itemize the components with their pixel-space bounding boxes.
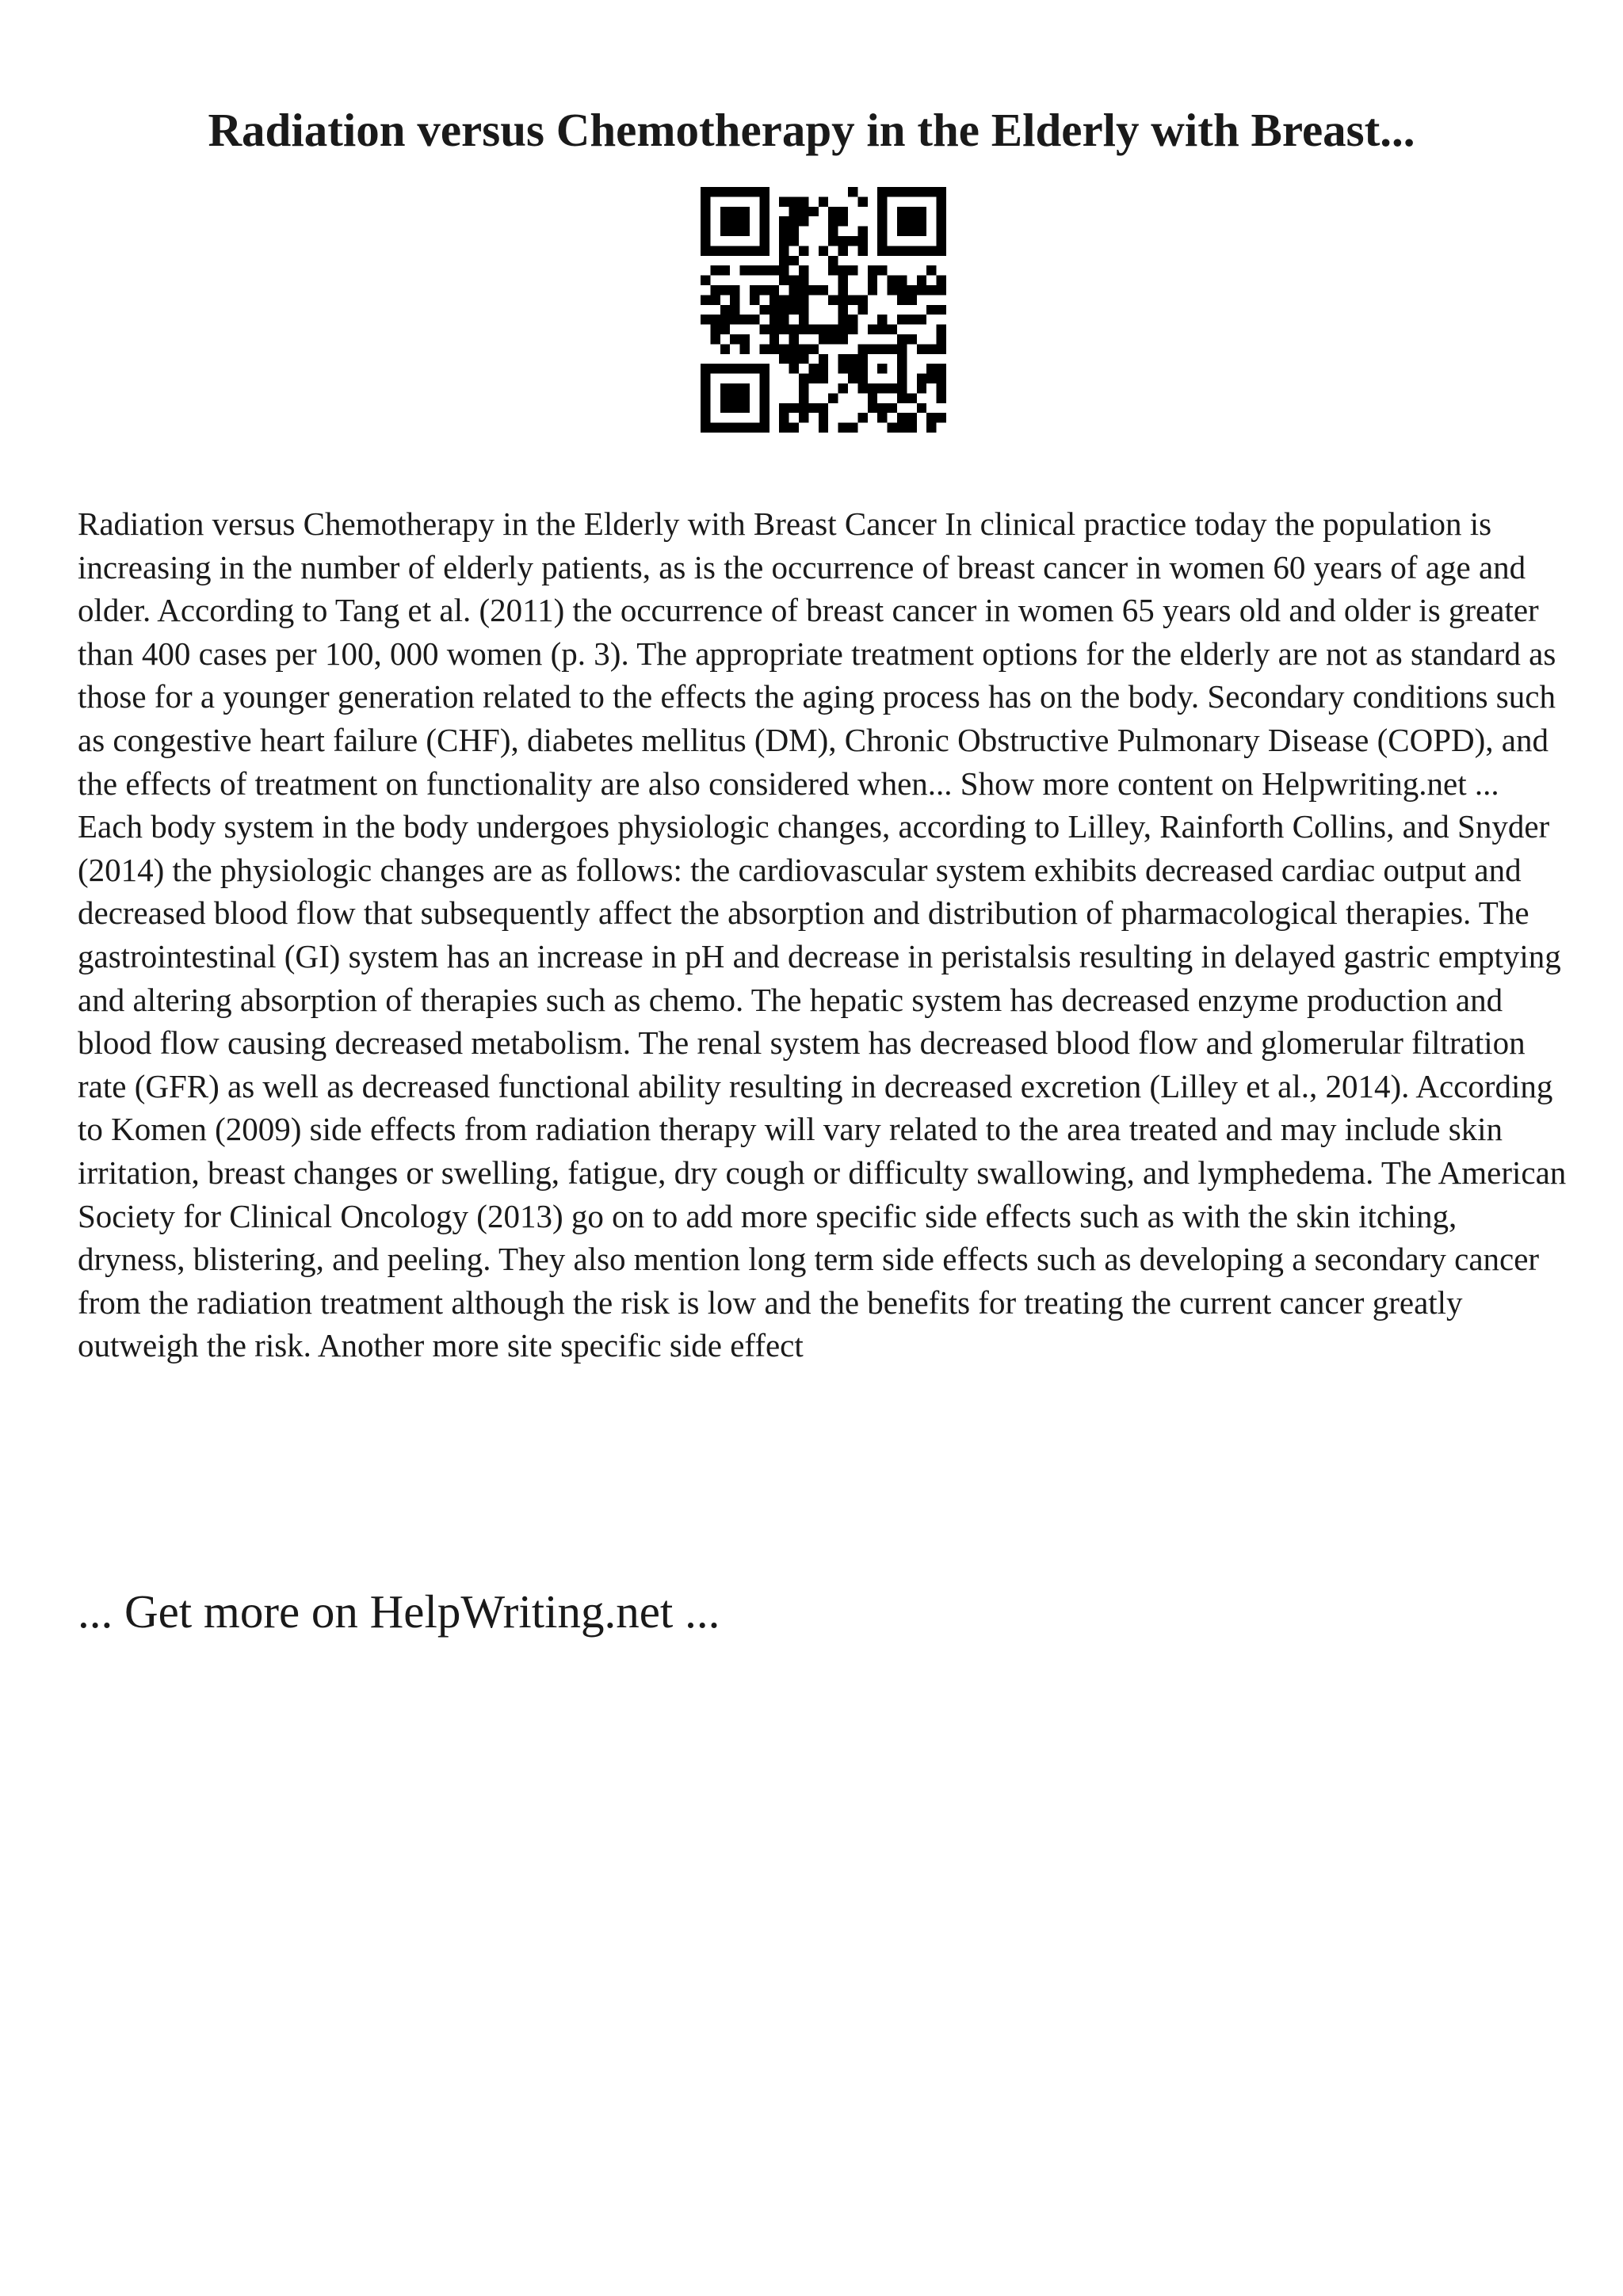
document-title: Radiation versus Chemotherapy in the Elderly with Breast... (208, 104, 1415, 156)
paragraph-physiology: Each body system in the body undergoes physiologic changes, according to Lilley, Rainforth Collins, and Snyder (2014) the physiologic changes are as follows: the cardiovascular system exhibits decreased cardiac output and decreased blood flow that subsequently affect the absorption and distribution of pharmacological therapies. The gastrointestinal (GI) system has an increase in pH and decrease in peristalsis resulting in delayed gastric emptying and altering absorption of therapies such as chemo. The hepatic system has decreased enzyme production and blood flow causing decreased metabolism. The renal system has decreased blood flow and glomerular filtration rate (GFR) as well as decreased functional ability resulting in decreased excretion (Lilley et al., 2014). According to Komen (2009) side effects from radiation therapy will vary related to the area treated and may include skin irritation, breast changes or swelling, fatigue, dry cough or difficulty swallowing, and lymphedema. The American Society for Clinical Oncology (2013) go on to add more specific side effects such as with the skin itching, dryness, blistering, and peeling. They also mention long term side effects such as developing a secondary cancer from the radiation treatment although the risk is low and the benefits for treating the current cancer greatly outweigh the risk. Another more site specific side effect (78, 808, 1567, 1364)
paragraph-intro: Radiation versus Chemotherapy in the Elderly with Breast Cancer In clinical practice today the population is increasing in the number of elderly patients, as is the occurrence of breast cancer in women 60 years of age and older. According to Tang et al. (2011) the occurrence of breast cancer in women 65 years old and older is greater than 400 cases per 100, 000 women (p. 3). The appropriate treatment options for the elderly are not as standard as those for a younger generation related to the effects the aging process has on the body. Secondary conditions such as congestive heart failure (CHF), diabetes mellitus (DM), Chronic Obstructive Pulmonary Disease (COPD), and the effects of treatment on functionality are also considered when... Show more content on Helpwriting.net ... (78, 505, 1556, 802)
get-more-link[interactable]: ... Get more on HelpWriting.net ... (78, 1585, 720, 1638)
document-body (78, 502, 1568, 1367)
qr-code-icon[interactable] (701, 187, 946, 433)
